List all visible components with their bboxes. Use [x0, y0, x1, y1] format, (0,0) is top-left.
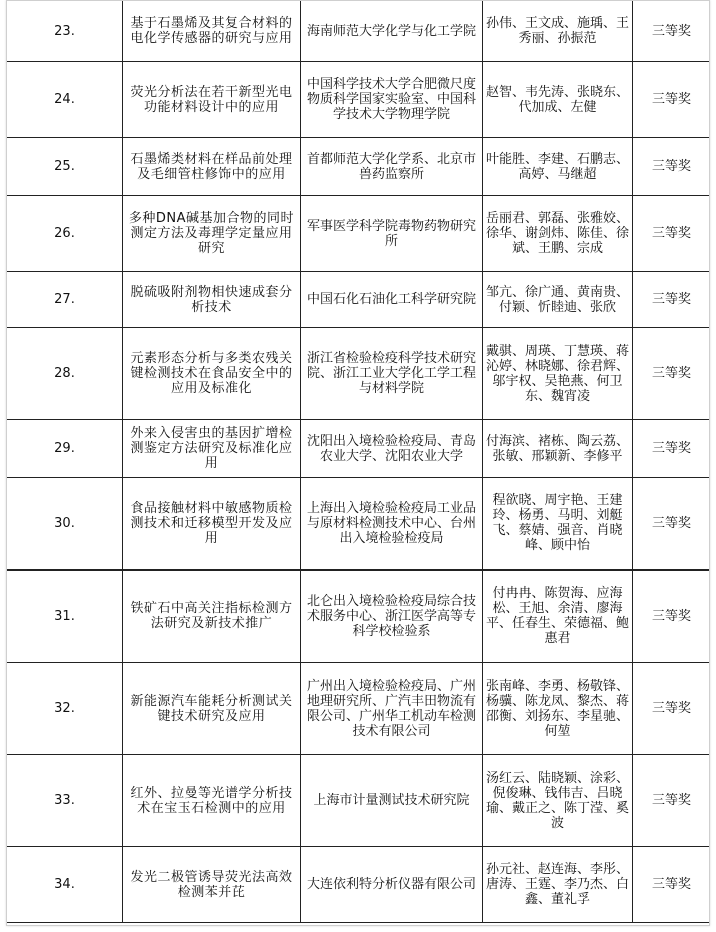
row-number: 34.: [7, 847, 123, 923]
table-row: [7, 328, 711, 420]
table-row: [7, 570, 711, 663]
authors: 张南峰、李勇、杨敬锋、杨骥、陈龙凤、黎杰、蒋邵衡、刘扬东、李星驰、何堃: [483, 663, 633, 755]
project-title: 发光二极管诱导荧光法高效检测苯并芘: [123, 847, 301, 923]
document-frame: [6, 0, 710, 926]
row-number: 23.: [7, 1, 123, 62]
row-number: 24.: [7, 62, 123, 138]
project-title: 石墨烯类材料在样品前处理及毛细管柱修饰中的应用: [123, 138, 301, 196]
institution: 沈阳出入境检验检疫局、青岛农业大学、沈阳农业大学: [301, 420, 483, 478]
institution: 中国石化石油化工科学研究院: [301, 272, 483, 328]
project-title: 外来入侵害虫的基因扩增检测鉴定方法研究及标准化应用: [123, 420, 301, 478]
row-number: 29.: [7, 420, 123, 478]
authors: 孙伟、王文成、施瑀、王秀丽、孙振范: [483, 1, 633, 62]
row-number: 32.: [7, 663, 123, 755]
row-number: 33.: [7, 755, 123, 847]
award-level: 三等奖: [633, 62, 711, 138]
authors: 付海滨、褚栋、陶云荔、张敏、邢颖新、李修平: [483, 420, 633, 478]
project-title: 新能源汽车能耗分析测试关键技术研究及应用: [123, 663, 301, 755]
project-title: 铁矿石中高关注指标检测方法研究及新技术推广: [123, 570, 301, 663]
institution: 浙江省检验检疫科学技术研究院、浙江工业大学化工学工程与材料学院: [301, 328, 483, 420]
authors: 叶能胜、李建、石鹏志、高婷、马继超: [483, 138, 633, 196]
table-row: [7, 755, 711, 847]
institution: 广州出入境检验检疫局、广州地理研究所、广汽丰田物流有限公司、广州华工机动车检测技术有限公司: [301, 663, 483, 755]
award-level: 三等奖: [633, 196, 711, 272]
award-level: 三等奖: [633, 755, 711, 847]
project-title: 食品接触材料中敏感物质检测技术和迁移模型开发及应用: [123, 478, 301, 570]
project-title: 多种DNA碱基加合物的同时测定方法及毒理学定量应用研究: [123, 196, 301, 272]
row-number: 27.: [7, 272, 123, 328]
institution: 海南师范大学化学与化工学院: [301, 1, 483, 62]
institution: 中国科学技术大学合肥微尺度物质科学国家实验室、中国科学技术大学物理学院: [301, 62, 483, 138]
authors: 程欲晓、周宇艳、王建玲、杨勇、马明、刘艇飞、蔡婧、强音、肖晓峰、顾中怡: [483, 478, 633, 570]
table-row: [7, 196, 711, 272]
award-level: 三等奖: [633, 1, 711, 62]
table-row: [7, 663, 711, 755]
project-title: 脱硫吸附剂物相快速成套分析技术: [123, 272, 301, 328]
table-row: [7, 847, 711, 923]
table-row: [7, 272, 711, 328]
award-level: 三等奖: [633, 420, 711, 478]
authors: 赵智、韦先涛、张晓东、代加成、左健: [483, 62, 633, 138]
row-number: 25.: [7, 138, 123, 196]
project-title: 基于石墨烯及其复合材料的电化学传感器的研究与应用: [123, 1, 301, 62]
institution: 上海出入境检验检疫局工业品与原材料检测技术中心、台州出入境检验检疫局: [301, 478, 483, 570]
project-title: 荧光分析法在若干新型光电功能材料设计中的应用: [123, 62, 301, 138]
institution: 上海市计量测试技术研究院: [301, 755, 483, 847]
authors: 汤红云、陆晓颖、涂彩、倪俊琳、钱伟吉、吕晓瑜、戴正之、陈丁滢、奚波: [483, 755, 633, 847]
award-level: 三等奖: [633, 138, 711, 196]
award-level: 三等奖: [633, 328, 711, 420]
award-level: 三等奖: [633, 272, 711, 328]
awards-table: [6, 0, 710, 923]
institution: 北仑出入境检验检疫局综合技术服务中心、浙江医学高等专科学校检验系: [301, 570, 483, 663]
award-level: 三等奖: [633, 570, 711, 663]
project-title: 元素形态分析与多类农残关键检测技术在食品安全中的应用及标准化: [123, 328, 301, 420]
table-row: [7, 1, 711, 62]
authors: 邹亢、徐广通、黄南贵、付颖、忻睦迪、张欣: [483, 272, 633, 328]
institution: 大连依利特分析仪器有限公司: [301, 847, 483, 923]
table-row: [7, 62, 711, 138]
award-level: 三等奖: [633, 478, 711, 570]
authors: 付冉冉、陈贺海、应海松、王旭、余清、廖海平、任春生、荣德福、鲍惠君: [483, 570, 633, 663]
authors: 戴骐、周瑛、丁慧瑛、蒋沁婷、林晓娜、徐君辉、邬宇权、吴艳燕、何卫东、魏宵凌: [483, 328, 633, 420]
project-title: 红外、拉曼等光谱学分析技术在宝玉石检测中的应用: [123, 755, 301, 847]
row-number: 31.: [7, 570, 123, 663]
table-row: [7, 420, 711, 478]
row-number: 28.: [7, 328, 123, 420]
row-number: 30.: [7, 478, 123, 570]
institution: 首都师范大学化学系、北京市兽药监察所: [301, 138, 483, 196]
institution: 军事医学科学院毒物药物研究所: [301, 196, 483, 272]
table-row: [7, 478, 711, 570]
authors: 孙元社、赵连海、李彤、唐涛、王霆、李乃杰、白鑫、董礼孚: [483, 847, 633, 923]
award-level: 三等奖: [633, 663, 711, 755]
authors: 岳丽君、郭磊、张雅姣、徐华、谢剑炜、陈佳、徐斌、王鹏、宗成: [483, 196, 633, 272]
award-level: 三等奖: [633, 847, 711, 923]
row-number: 26.: [7, 196, 123, 272]
table-row: [7, 138, 711, 196]
